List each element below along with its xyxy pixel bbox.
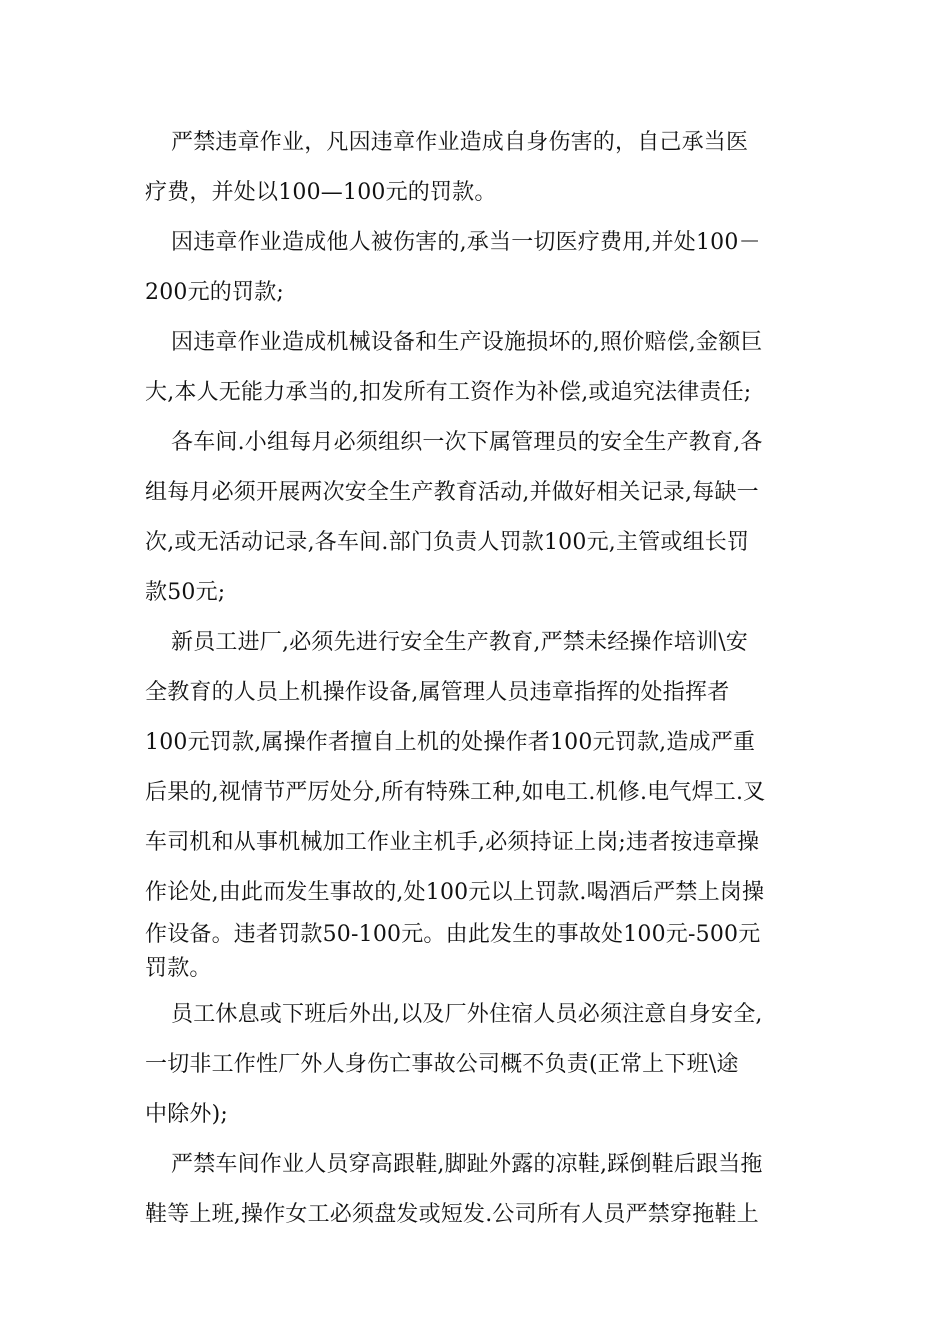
paragraph-line: 款50元; [145, 580, 226, 605]
paragraph-line: 组每月必须开展两次安全生产教育活动,并做好相关记录,每缺一 [145, 480, 759, 505]
paragraph-line: 大,本人无能力承当的,扣发所有工资作为补偿,或追究法律责任; [145, 380, 752, 405]
paragraph-line: 后果的,视情节严厉处分,所有特殊工种,如电工.机修.电气焊工.叉 [145, 780, 766, 805]
paragraph-2 [145, 218, 807, 318]
paragraph-line: 中除外); [145, 1102, 228, 1127]
paragraph-line: 罚款。 [145, 956, 212, 981]
paragraph-line: 严禁违章作业，凡因违章作业造成自身伤害的，自己承当医 [171, 130, 749, 155]
paragraph-4 [145, 418, 807, 618]
paragraph-line: 作论处,由此而发生事故的,处100元以上罚款.喝酒后严禁上岗操 [145, 880, 765, 905]
paragraph-7 [145, 1140, 807, 1240]
paragraph-1 [145, 118, 807, 218]
paragraph-line: 各车间.小组每月必须组织一次下属管理员的安全生产教育,各 [171, 430, 763, 455]
paragraph-6 [145, 990, 807, 1140]
paragraph-line: 200元的罚款; [145, 280, 285, 305]
paragraph-line: 作设备。违者罚款50-100元。由此发生的事故处100元-500元 [145, 922, 761, 947]
paragraph-line: 鞋等上班,操作女工必须盘发或短发.公司所有人员严禁穿拖鞋上 [145, 1202, 759, 1227]
paragraph-line: 严禁车间作业人员穿高跟鞋,脚趾外露的凉鞋,踩倒鞋后跟当拖 [171, 1152, 763, 1177]
paragraph-line: 一切非工作性厂外人身伤亡事故公司概不负责(正常上下班\途 [145, 1052, 739, 1077]
document-body [145, 118, 807, 1240]
paragraph-line: 因违章作业造成他人被伤害的,承当一切医疗费用,并处100－ [171, 230, 761, 255]
paragraph-line: 疗费，并处以100—100元的罚款。 [145, 180, 497, 205]
paragraph-line: 因违章作业造成机械设备和生产设施损坏的,照价赔偿,金额巨 [171, 330, 763, 355]
paragraph-line: 车司机和从事机械加工作业主机手,必须持证上岗;违者按违章操 [145, 830, 760, 855]
paragraph-3 [145, 318, 807, 418]
paragraph-line: 100元罚款,属操作者擅自上机的处操作者100元罚款,造成严重 [145, 730, 756, 755]
paragraph-line: 新员工进厂,必须先进行安全生产教育,严禁未经操作培训\安 [171, 630, 749, 655]
paragraph-5 [145, 618, 807, 986]
paragraph-line: 员工休息或下班后外出,以及厂外住宿人员必须注意自身安全, [171, 1002, 763, 1027]
paragraph-line: 次,或无活动记录,各车间.部门负责人罚款100元,主管或组长罚 [145, 530, 750, 555]
paragraph-line: 全教育的人员上机操作设备,属管理人员违章指挥的处指挥者 [145, 680, 730, 705]
